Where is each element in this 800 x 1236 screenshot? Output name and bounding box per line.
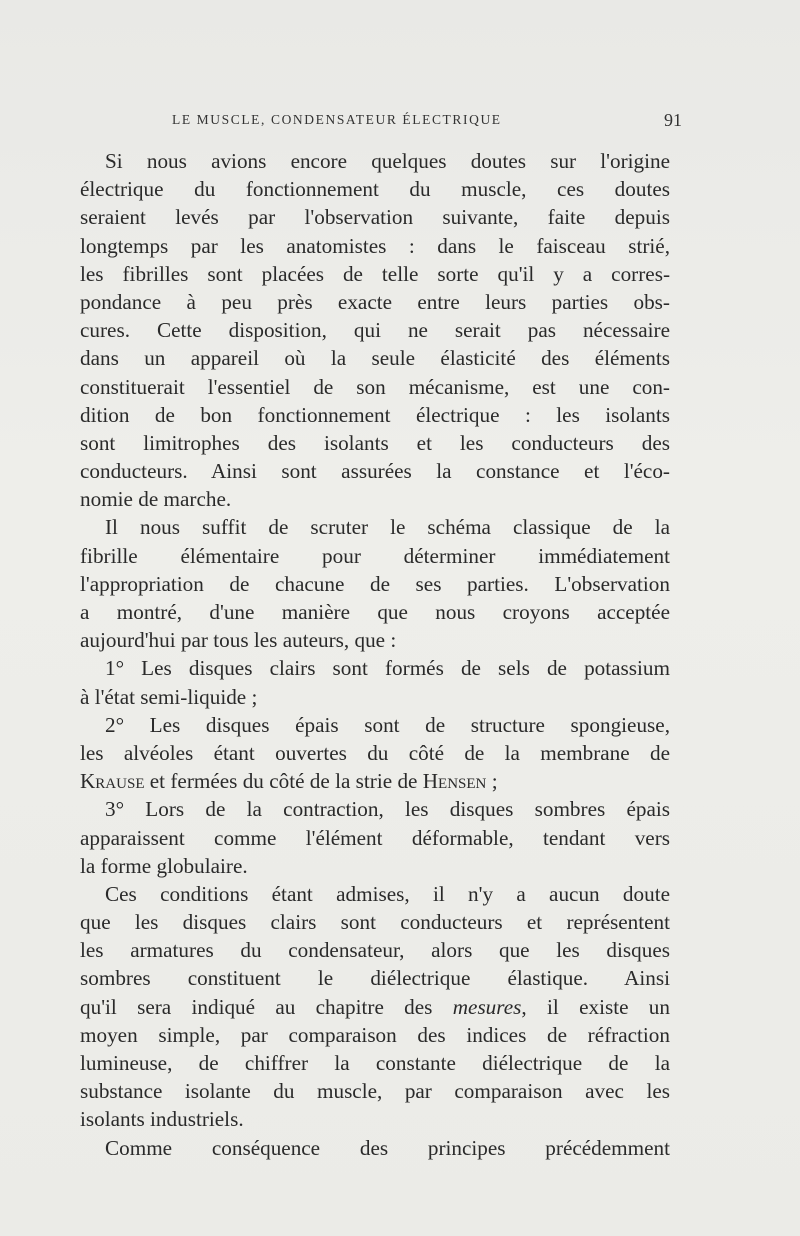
text-line: apparaissent comme l'élément déformable, tendant vers <box>80 825 670 850</box>
body-text <box>80 147 670 1162</box>
text-line: 1° Les disques clairs sont formés de sels de potassium <box>105 656 670 681</box>
page-number: 91 <box>664 110 682 130</box>
text-line: électrique du fonctionnement du muscle, ces doutes <box>80 177 670 202</box>
text-line: sont limitrophes des isolants et les conducteurs des <box>80 430 670 455</box>
text-line: l'appropriation de chacune de ses parties. L'observation <box>80 571 670 596</box>
text-line: dition de bon fonctionnement électrique : les isolants <box>80 402 670 427</box>
text-line: les fibrilles sont placées de telle sorte qu'il y a corres- <box>80 261 670 286</box>
text-line: fibrille élémentaire pour déterminer immédiatement <box>80 543 670 568</box>
text-line: isolants industriels. <box>80 1107 244 1132</box>
text-line: Il nous suffit de scruter le schéma classique de la <box>105 515 670 540</box>
text-line: substance isolante du muscle, par comparaison avec les <box>80 1079 670 1104</box>
text-line: que les disques clairs sont conducteurs et représentent <box>80 910 670 935</box>
text-line: Comme conséquence des principes précédemment <box>105 1135 670 1160</box>
text-line: longtemps par les anatomistes : dans le faisceau strié, <box>80 233 670 258</box>
text-line: les alvéoles étant ouvertes du côté de la membrane de <box>80 740 670 765</box>
page-header <box>172 112 682 136</box>
text-line: Krause et fermées du côté de la strie de Hensen ; <box>80 769 498 794</box>
text-line: qu'il sera indiqué au chapitre des mesures, il existe un <box>80 994 670 1019</box>
text-line: conducteurs. Ainsi sont assurées la constance et l'éco- <box>80 459 670 484</box>
text-line: seraient levés par l'observation suivante, faite depuis <box>80 205 670 230</box>
text-line: sombres constituent le diélectrique élastique. Ainsi <box>80 966 670 991</box>
text-line: aujourd'hui par tous les auteurs, que : <box>80 628 397 653</box>
text-line: a montré, d'une manière que nous croyons acceptée <box>80 600 670 624</box>
text-line: les armatures du condensateur, alors que les disques <box>80 938 670 963</box>
text-line: nomie de marche. <box>80 487 232 512</box>
running-head: LE MUSCLE, CONDENSATEUR ÉLECTRIQUE <box>172 112 502 127</box>
text-line: 2° Les disques épais sont de structure spongieuse, <box>105 712 670 737</box>
text-line: lumineuse, de chiffrer la constante diélectrique de la <box>80 1051 670 1075</box>
text-line: dans un appareil où la seule élasticité des éléments <box>80 346 670 371</box>
text-line: 3° Lors de la contraction, les disques sombres épais <box>105 797 670 822</box>
text-line: pondance à peu près exacte entre leurs parties obs- <box>80 289 670 314</box>
text-line: Ces conditions étant admises, il n'y a aucun doute <box>105 881 670 906</box>
text-line: Si nous avions encore quelques doutes sur l'origine <box>105 149 670 173</box>
text-line: moyen simple, par comparaison des indices de réfraction <box>80 1022 670 1047</box>
text-line: constituerait l'essentiel de son mécanisme, est une con- <box>80 374 670 399</box>
text-line: la forme globulaire. <box>80 853 248 878</box>
text-line: cures. Cette disposition, qui ne serait pas nécessaire <box>80 318 670 343</box>
text-line: à l'état semi-liquide ; <box>80 684 258 709</box>
